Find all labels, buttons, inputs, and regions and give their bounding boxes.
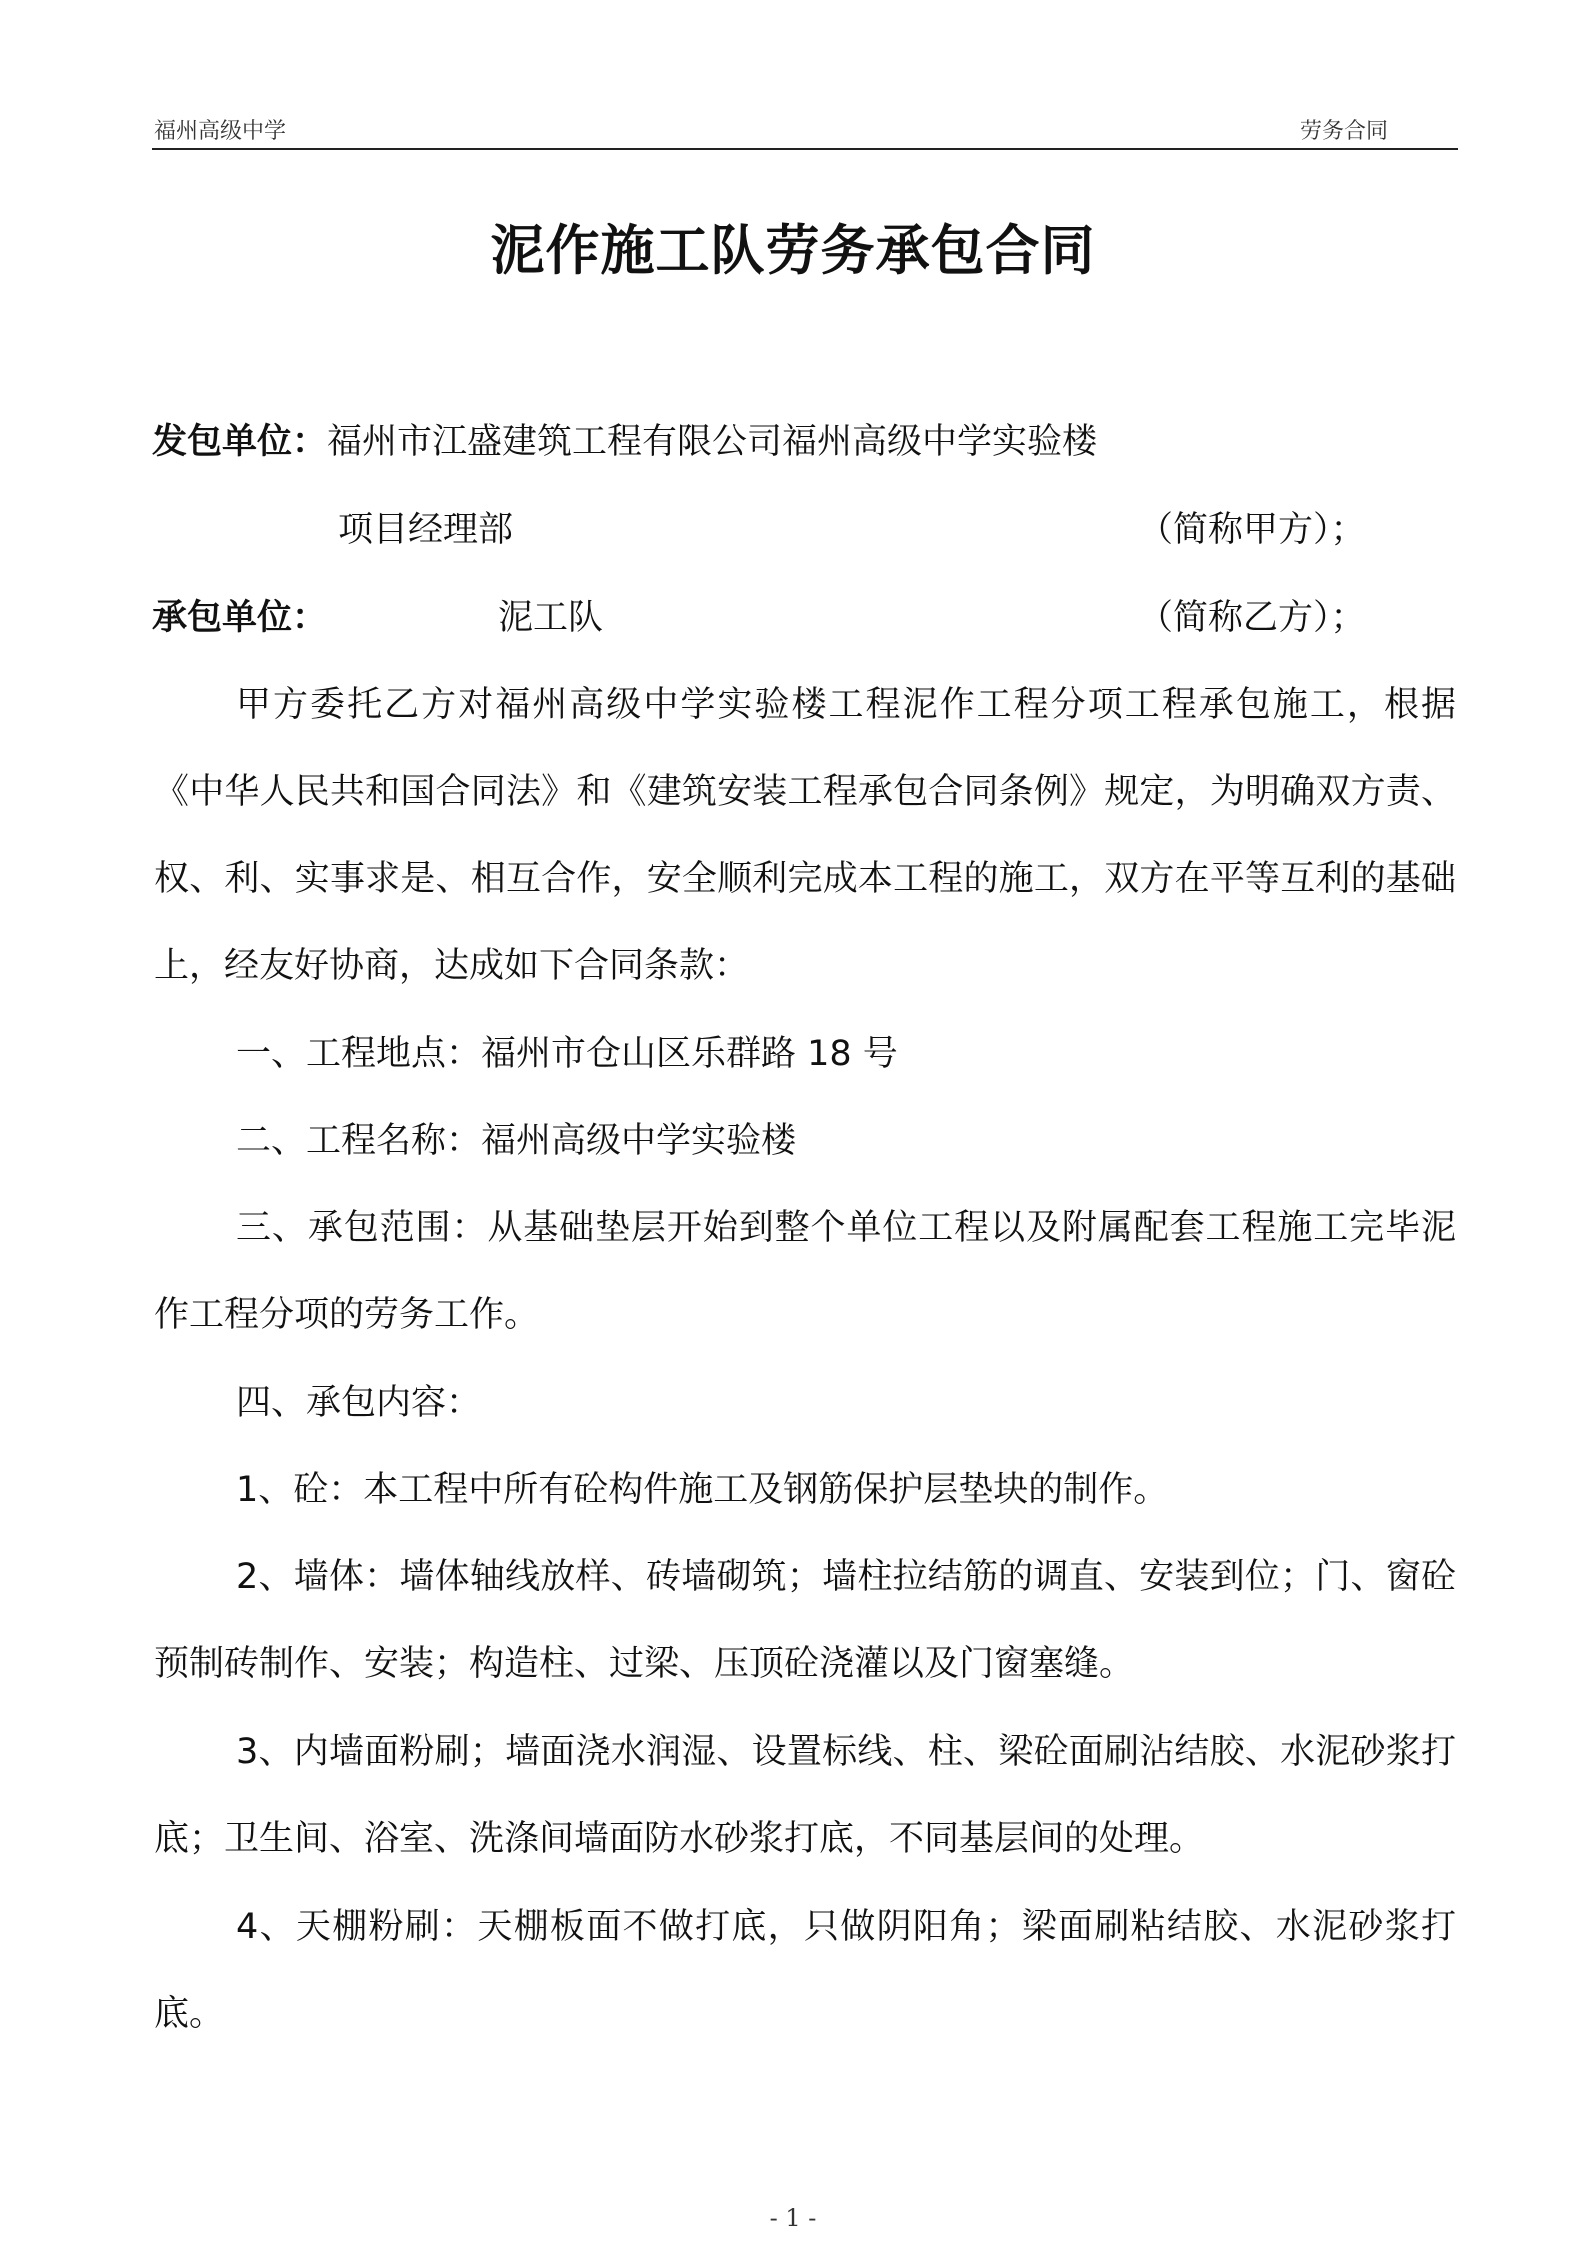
document-title: 泥作施工队劳务承包合同: [490, 219, 1096, 282]
clause-content-heading: 四、承包内容：: [236, 1383, 482, 1423]
contractor-short-name: （简称乙方）；: [1138, 598, 1366, 638]
running-header: [152, 112, 1458, 150]
content-item-concrete: 1、砼：本工程中所有砼构件施工及钢筋保护层垫块的制作。: [236, 1470, 1169, 1510]
header-doc-type: 劳务合同: [1299, 119, 1388, 144]
intro-paragraph: 甲方委托乙方对福州高级中学实验楼工程泥作工程分项工程承包施工，根据《中华人民共和国合同法》和《建筑安装工程承包合同条例》规定，为明确双方责、权、利、实事求是、相互合作，安全顺利完成本工程的施工，双方在平等互利的基础上，经友好协商，达成如下合同条款：: [154, 685, 1456, 986]
clause-project-name: 二、工程名称：福州高级中学实验楼: [236, 1121, 797, 1161]
clause-scope: 三、承包范围：从基础垫层开始到整个单位工程以及附属配套工程施工完毕泥作工程分项的劳务工作。: [154, 1208, 1456, 1335]
content-item-walls: 2、墙体：墙体轴线放样、砖墙砌筑；墙柱拉结筋的调直、安装到位；门、窗砼预制砖制作、安装；构造柱、过梁、压顶砼浇灌以及门窗塞缝。: [154, 1557, 1456, 1684]
page-number: - 1 -: [769, 2204, 817, 2232]
employer-short-name: （简称甲方）；: [1138, 510, 1366, 550]
content-item-interior-plaster: 3、内墙面粉刷；墙面浇水润湿、设置标线、柱、梁砼面刷沾结胶、水泥砂浆打底；卫生间、浴室、洗涤间墙面防水砂浆打底，不同基层间的处理。: [154, 1732, 1456, 1859]
employer-name: 福州市江盛建筑工程有限公司福州高级中学实验楼: [327, 422, 1098, 462]
employer-label: 发包单位：: [152, 422, 328, 462]
employer-line: [152, 420, 1097, 464]
contractor-label: 承包单位：: [152, 598, 328, 638]
content-item-ceiling-plaster: 4、天棚粉刷：天棚板面不做打底，只做阴阳角；梁面刷粘结胶、水泥砂浆打底。: [154, 1907, 1456, 2034]
clause-location: 一、工程地点：福州市仓山区乐群路 18 号: [236, 1034, 898, 1074]
employer-name-continued: 项目经理部: [338, 510, 514, 550]
header-school-name: 福州高级中学: [154, 119, 287, 144]
contractor-name: 泥工队: [498, 598, 604, 638]
